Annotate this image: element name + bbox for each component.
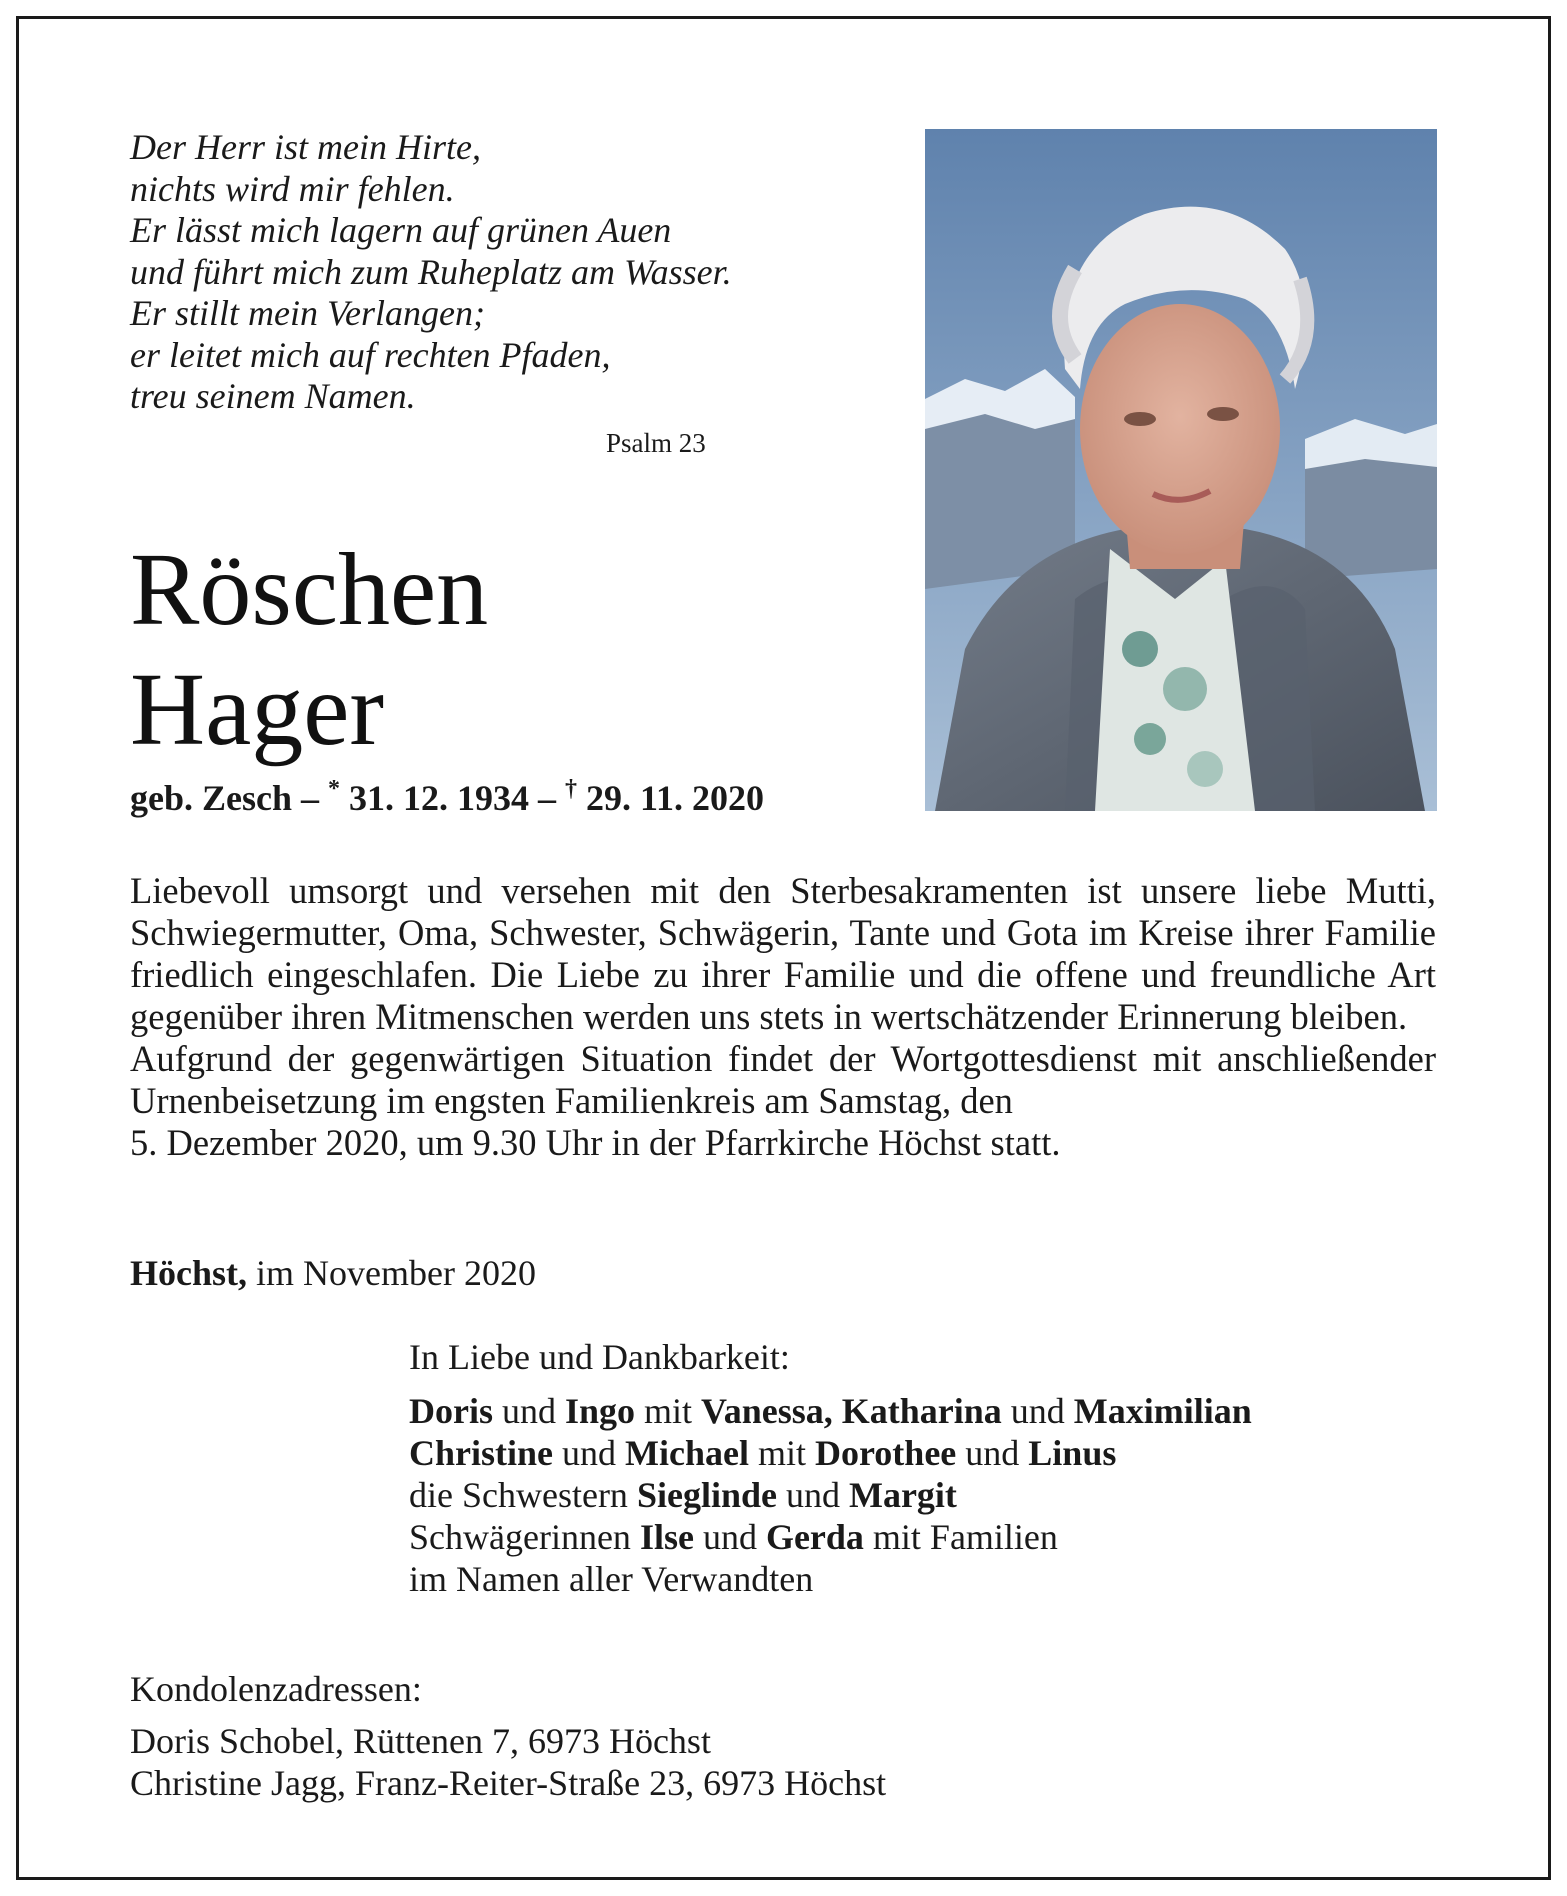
connector: mit	[757, 1433, 806, 1473]
mourner-name: Michael	[625, 1433, 749, 1473]
mourners-line	[409, 1474, 1252, 1516]
connector: und	[1010, 1391, 1065, 1431]
connector: die Schwestern	[409, 1475, 628, 1515]
mourner-name: Christine	[409, 1433, 553, 1473]
mourners-line: im Namen aller Verwandten	[409, 1559, 814, 1599]
connector: Schwägerinnen	[409, 1517, 631, 1557]
condolence-address: Doris Schobel, Rüttenen 7, 6973 Höchst	[130, 1721, 711, 1761]
psalm-line: und führt mich zum Ruheplatz am Wasser.	[130, 251, 732, 292]
separator: –	[538, 778, 556, 818]
announcement-paragraph: Liebevoll umsorgt und versehen mit den Sterbesakramenten ist unsere liebe Mutti, Schwiegermutter, Oma, Schwester, Schwägerin, Tante und Gota im Kreise ihrer Familie friedlich eingeschlafen. Die Liebe zu ihrer Familie und die offene und freundliche Art gegenüber ihren Mitmenschen werden uns stets in wertschätzender Erinnerung bleiben.	[130, 870, 1436, 1037]
connector: und	[562, 1433, 616, 1473]
announcement-paragraph-end: 5. Dezember 2020, um 9.30 Uhr in der Pfarrkirche Höchst statt.	[130, 1122, 1061, 1163]
psalm-quote	[130, 127, 850, 418]
announcement-paragraph: Aufgrund der gegenwärtigen Situation findet der Wortgottesdienst mit anschließender Urnenbeisetzung im engsten Familienkreis am Samstag, den	[130, 1038, 1436, 1121]
portrait-photo	[925, 129, 1437, 811]
condolence-address: Christine Jagg, Franz-Reiter-Straße 23, 6973 Höchst	[130, 1763, 887, 1803]
deceased-name	[130, 530, 488, 770]
connector: und	[702, 1517, 757, 1557]
life-dates	[130, 776, 764, 819]
connector: und	[502, 1391, 556, 1431]
first-name: Röschen	[130, 532, 489, 647]
psalm-line: Er lässt mich lagern auf grünen Auen	[130, 210, 672, 250]
connector: mit	[644, 1391, 693, 1431]
psalm-line: nichts wird mir fehlen.	[130, 168, 455, 209]
birth-star-icon: *	[328, 776, 340, 802]
separator: –	[301, 778, 319, 818]
place: Höchst,	[130, 1253, 247, 1293]
last-name: Hager	[130, 652, 385, 767]
psalm-line: er leitet mich auf rechten Pfaden,	[130, 334, 611, 375]
announcement-text	[130, 870, 1436, 1164]
death-cross-icon: †	[565, 776, 577, 802]
psalm-line: Er stillt mein Verlangen;	[130, 293, 485, 333]
condolence-addresses	[130, 1668, 886, 1804]
connector: und	[965, 1433, 1020, 1473]
birth-date: 31. 12. 1934	[349, 778, 529, 818]
mourner-name: Linus	[1028, 1433, 1117, 1473]
condolence-label: Kondolenzadressen:	[130, 1669, 422, 1709]
mourners-line	[409, 1516, 1252, 1558]
death-date: 29. 11. 2020	[586, 778, 765, 818]
psalm-reference: Psalm 23	[606, 428, 706, 458]
mourner-name: Doris	[409, 1391, 493, 1431]
mourners-line	[409, 1432, 1252, 1474]
mourner-name: Gerda	[765, 1517, 864, 1557]
mourners-intro: In Liebe und Dankbarkeit:	[409, 1337, 790, 1377]
mourner-name: Ilse	[639, 1517, 694, 1557]
mourners-list	[409, 1336, 1252, 1600]
mourner-name: Margit	[848, 1475, 957, 1515]
place-date	[130, 1252, 536, 1294]
mourner-name: Maximilian	[1073, 1391, 1252, 1431]
mourner-name: Sieglinde	[636, 1475, 777, 1515]
mourner-name: Ingo	[565, 1391, 636, 1431]
psalm-line: treu seinem Namen.	[130, 376, 416, 416]
mourner-name: Vanessa, Katharina	[701, 1391, 1002, 1431]
mourners-line	[409, 1390, 1252, 1432]
connector: und	[785, 1475, 840, 1515]
maiden-name: geb. Zesch	[130, 778, 292, 818]
date: im November 2020	[256, 1253, 536, 1293]
connector: mit Familien	[872, 1517, 1058, 1557]
mourner-name: Dorothee	[814, 1433, 957, 1473]
psalm-line: Der Herr ist mein Hirte,	[130, 127, 481, 167]
